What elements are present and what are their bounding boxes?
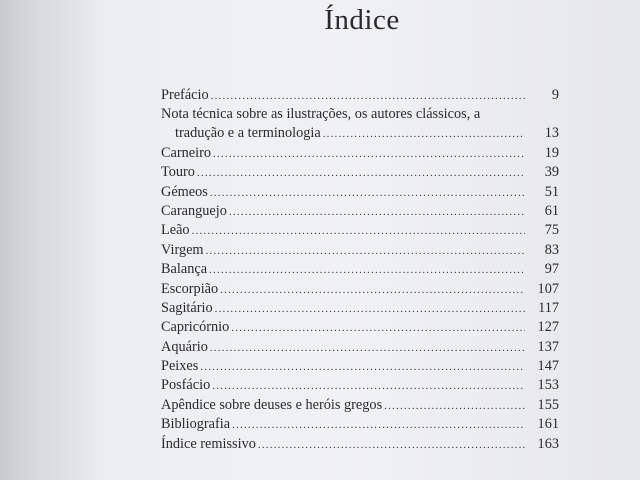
toc-page-number: 97 [544, 261, 559, 278]
toc-entry-label: Apêndice sobre deuses e heróis gregos [161, 396, 383, 413]
toc-leader-dots [229, 203, 525, 222]
toc-entry-label: Prefácio [161, 87, 209, 103]
toc-page-number: 107 [537, 280, 559, 297]
toc-page-number: 137 [537, 338, 559, 355]
toc-leader-dots [212, 377, 525, 396]
toc-page-number: 153 [537, 377, 559, 394]
toc-page-number: 163 [537, 435, 559, 452]
toc-entry [161, 280, 559, 299]
toc-leader-dots [200, 358, 525, 377]
toc-page-number: 61 [544, 202, 559, 219]
toc-entry [161, 299, 559, 318]
toc-entry-label: Posfácio [161, 377, 211, 394]
toc-page-number: 51 [544, 183, 559, 200]
toc-leader-dots [210, 339, 525, 358]
toc-entry [161, 241, 559, 260]
toc-page-number: 9 [551, 87, 559, 103]
page-gutter-shadow [0, 0, 100, 480]
toc-page-number: 147 [537, 358, 559, 375]
toc-entry-label: Leão [161, 222, 190, 239]
toc-leader-dots [209, 261, 525, 280]
toc-entry [161, 415, 559, 434]
toc-leader-dots [232, 416, 525, 435]
toc-leader-dots [258, 436, 525, 455]
toc-leader-dots [384, 397, 525, 416]
toc-entry [161, 396, 559, 415]
toc-entry-label: Sagitário [161, 299, 213, 316]
toc-entry-label: Virgem [161, 241, 204, 258]
toc-page-number: 117 [538, 299, 559, 316]
toc-leader-dots [211, 87, 525, 106]
toc-entry-label: Caranguejo [161, 202, 227, 219]
toc-entry-label: Capricórnio [161, 319, 230, 336]
toc-entry-label: Touro [161, 164, 195, 181]
toc-entry [161, 105, 559, 124]
toc-page-number: 19 [544, 144, 559, 161]
toc-entry [161, 144, 559, 163]
toc-entry-label: Peixes [161, 358, 199, 375]
toc-leader-dots [213, 145, 525, 164]
page-title: Índice [324, 4, 400, 36]
toc-leader-dots [323, 125, 525, 144]
toc-page-number: 13 [544, 125, 559, 142]
toc-page-number: 155 [537, 396, 559, 413]
toc-page-number: 39 [544, 164, 559, 181]
toc-entry-label: Carneiro [161, 144, 212, 161]
toc-entry [161, 86, 559, 105]
toc-entry [161, 357, 559, 376]
toc-entry-label: Escorpião [161, 280, 219, 297]
toc-entry-label: Aquário [161, 338, 208, 355]
table-of-contents [161, 86, 559, 454]
toc-entry-label: tradução e a terminologia [175, 125, 321, 142]
toc-leader-dots [192, 222, 525, 241]
toc-leader-dots [210, 184, 525, 203]
toc-entry [161, 338, 559, 357]
toc-leader-dots [215, 300, 525, 319]
toc-entry [161, 183, 559, 202]
toc-entry-label: Nota técnica sobre as ilustrações, os autores clássicos, a [161, 106, 481, 123]
toc-entry-label: Índice remissivo [161, 435, 256, 452]
toc-leader-dots [206, 242, 525, 261]
toc-page-number: 83 [544, 241, 559, 258]
toc-entry [161, 124, 559, 143]
toc-entry [161, 260, 559, 279]
toc-entry [161, 318, 559, 337]
toc-leader-dots [197, 164, 525, 183]
toc-page-number: 161 [537, 416, 559, 433]
toc-leader-dots [220, 281, 525, 300]
toc-entry-label: Balança [161, 261, 208, 278]
toc-entry [161, 376, 559, 395]
toc-entry [161, 202, 559, 221]
toc-entry-label: Bibliografia [161, 416, 231, 433]
toc-entry-label: Gémeos [161, 183, 208, 200]
toc-entry [161, 163, 559, 182]
toc-leader-dots [231, 319, 525, 338]
toc-entry [161, 221, 559, 240]
toc-page-number: 127 [537, 319, 559, 336]
toc-page-number: 75 [544, 222, 559, 239]
toc-entry [161, 435, 559, 454]
